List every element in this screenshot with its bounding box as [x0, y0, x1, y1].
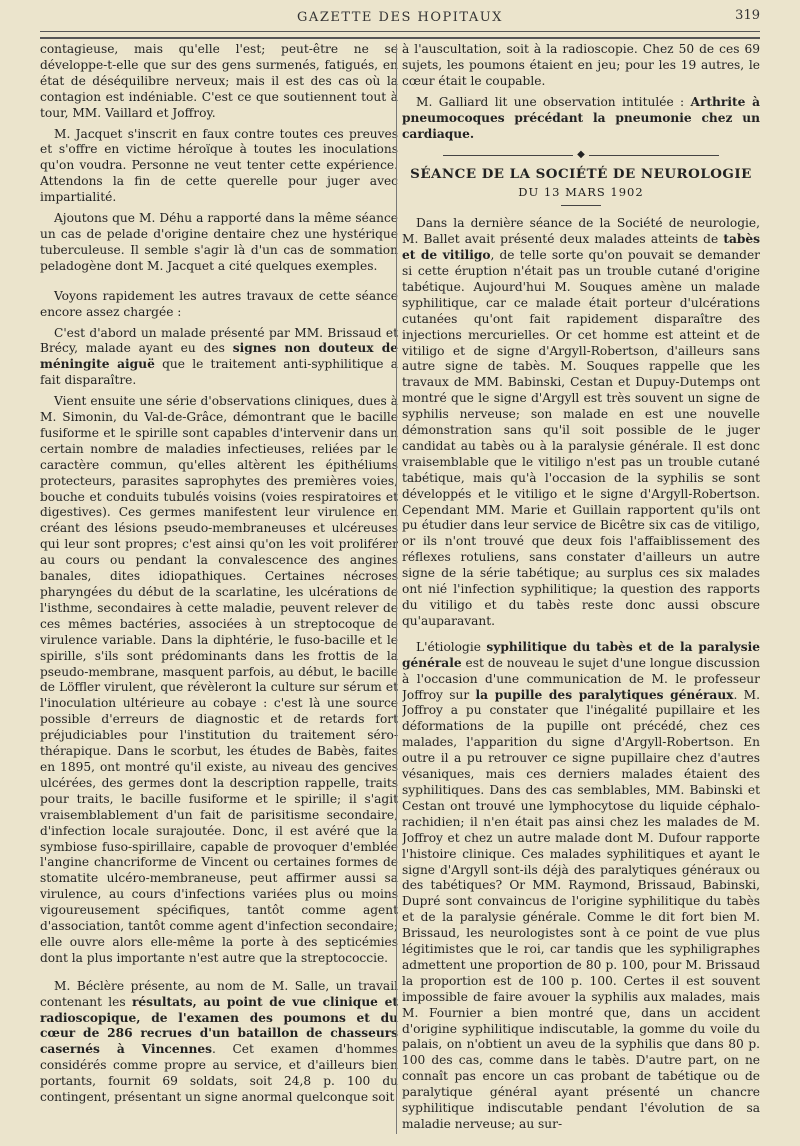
text-run: L'étiologie: [416, 639, 487, 654]
bold-phrase: syphilitique du tabès et de la paralysie générale: [402, 639, 760, 670]
paragraph: M. Jacquet s'inscrit en faux contre toutes ces preuves et s'offre en victime héroïque à toutes les inoculations qu'on voudra. Personne ne veut tenter cette expérience. Attendons la fin de cette querelle pour juger avec impartialité.: [40, 126, 398, 205]
paragraph: Ajoutons que M. Déhu a rapporté dans la même séance un cas de pelade d'origine dentaire chez une hystérique tuberculeuse. Il semble s'agir là d'un cas de sommation peladogène dont M. Jacquet a cité quelques exemples.: [40, 211, 398, 273]
header-rule: [40, 31, 760, 32]
bold-phrase: résultats, au point de vue clinique et radioscopique, de l'examen des poumons et du cœur de 286 recrues d'un bataillon de chasseurs casernés à Vincennes: [40, 994, 398, 1057]
text-run: est de nouveau le sujet d'une longue discussion à l'occasion d'une communication de M. le professeur Joffroy sur: [402, 655, 760, 702]
text-run: , de telle sorte qu'on pouvait se demander si cette éruption n'était pas un trouble cutané d'origine tabétique. Aujourd'hui M. Souques amène un malade syphilitique, car ce malade était porteur d'ulcérations cutanées qu'ont fait rapidement disparaître des injections mercurielles. Or cet homme est atteint et de vitiligo et de signe d'Argyll-Robertson, d'ailleurs sans autre signe de tabès. M. Souques rappelle que les travaux de MM. Babinski, Cestan et Dupuy-Dutemps ont montré que le signe d'Argyll est très souvent un signe de syphilis nerveuse; son malade en est une nouvelle démonstration sans qu'il soit possible de le juger candidat au tabès ou à la paralysie générale. Il est donc vraisemblable que le vitiligo n'est pas un trouble cutané tabétique, mais qu'à l'occasion de la syphilis se sont développés et le vitiligo et le signe d'Argyll-Robertson. Cependant MM. Marie et Guillain rapportent qu'ils ont pu étudier dans leur service de Bicêtre six cas de vitiligo, or ils n'ont trouvé que deux fois l'affaiblissement des réflexes rotuliens, sans constater d'ailleurs un autre signe de la série tabétique; au surplus ces six malades ont nié l'infection syphilitique; la question des rapports du vitiligo et du tabès reste donc aussi obscure qu'auparavant.: [402, 248, 760, 628]
column-divider: [396, 44, 397, 1134]
bold-phrase: tabès et de vitiligo: [402, 232, 760, 263]
paragraph: [40, 979, 398, 1106]
right-column: [402, 42, 760, 1137]
section-rule: [561, 205, 601, 206]
text-run: M. Béclère présente, au nom de M. Salle, un travail contenant les: [40, 978, 398, 1009]
paragraph: à l'auscultation, soit à la radioscopie. Chez 50 de ces 69 sujets, les poumons étaient en jeu; pour les 19 autres, le cœur était le coupable.: [402, 42, 760, 88]
paragraph: [402, 95, 760, 143]
text-run: . M. Joffroy a pu constater que l'inégalité pupillaire et les déformations de la pupille ont précédé, chez ces malades, l'apparition du signe d'Argyll-Robertson. En outre il a pu retrouver ce signe pupillaire chez d'autres vésaniques, mais ces derniers malades étaient des syphilitiques. Dans des cas semblables, MM. Babinski et Cestan ont trouvé une lymphocytose du liquide céphalo-rachidien; il n'en était pas ainsi chez les malades de M. Joffroy et chez un autre malade dont M. Dufour rapporte l'histoire clinique. Ces malades syphilitiques et ayant le signe d'Argyll sont-ils déjà des paralytiques généraux ou des tabétiques? Or MM. Raymond, Brissaud, Babinski, Dupré sont convaincus de l'origine syphilitique du tabès et de la paralysie générale. Comme le dit fort bien M. Brissaud, les neurologistes sont à ce point de vue plus légitimistes que le roi, car tandis que les syphiligraphes admettent une proportion de 80 p. 100, pour M. Brissaud la proportion est de 100 p. 100. Certes il est souvent impossible de faire avouer la syphilis aux malades, mais M. Fournier a bien montré que, dans un accident d'origine syphilitique indiscutable, la gomme du voile du palais, on n'obtient un aveu de la syphilis que dans 80 p. 100 des cas, comme dans le tabès. D'autre part, on ne connaît pas encore un cas probant de tabétique ou de paralytique général ayant présenté un chancre syphilitique indiscutable pendant l'évolution de sa maladie nerveuse; au sur-: [402, 687, 760, 1131]
header-rule-thick: [40, 37, 760, 39]
section-heading: SÉANCE DE LA SOCIÉTÉ DE NEUROLOGIE: [410, 166, 752, 183]
section-date: DU 13 MARS 1902: [518, 185, 644, 200]
running-head: [0, 6, 800, 32]
paragraph: [402, 640, 760, 1133]
section-ornament: [402, 147, 760, 161]
bold-phrase: Arthrite à pneumocoques précédant la pneumonie chez un cardiaque.: [402, 94, 760, 141]
text-run: Dans la dernière séance de la Société de neurologie, M. Ballet avait présenté deux malades atteints de: [402, 216, 760, 247]
journal-title: GAZETTE DES HOPITAUX: [297, 10, 503, 25]
paragraph: contagieuse, mais qu'elle l'est; peut-être ne se développe-t-elle que sur des gens surmenés, fatigués, en état de déséquilibre nerveux; mais il est des cas où la contagion est indéniable. C'est ce que soutiennent tout à tour, MM. Vaillard et Joffroy.: [40, 42, 398, 120]
paragraph: Voyons rapidement les autres travaux de cette séance encore assez chargée :: [40, 288, 398, 319]
bold-phrase: la pupille des paralytiques généraux: [475, 687, 734, 702]
page-number: 319: [735, 8, 760, 23]
text-run: . Cet examen d'hommes considérés comme propre au service, et d'ailleurs bien portants, fournit 69 soldats, soit 24,8 p. 100 du contingent, présentant un signe anormal quelconque soit: [40, 1042, 398, 1105]
paragraph: Vient ensuite une série d'observations cliniques, dues à M. Simonin, du Val-de-Grâce, démontrant que le bacille fusiforme et le spirille sont capables d'intervenir dans un certain nombre de maladies infectieuses, reliées par le caractère commun, qu'elles altèrent les épithéliums protecteurs, parasites saprophytes des premières voies, bouche et conduits tubulés voisins (voies respiratoires et digestives). Ces germes manifestent leur virulence en créant des lésions pseudo-membraneuses et ulcéreuses qui leur sont propres; c'est ainsi qu'on les voit proliférer au cours ou pendant la convalescence des angines banales, dites idiopathiques. Certaines nécroses pharyngées du début de la scarlatine, les ulcérations de l'isthme, secondaires à cette maladie, peuvent relever de ces mêmes bactéries, associées à un streptocoque de virulence variable. Dans la diphtérie, le fuso-bacille et le spirille, s'ils sont prédominants dans les frottis de la pseudo-membrane, masquent parfois, au début, le bacille de Löffler virulent, que révèleront la culture sur sérum et l'inoculation ultérieure au cobaye : c'est là une source possible d'erreurs de diagnostic et de retards fort préjudiciables pour l'institution du traitement séro-thérapique. Dans le scorbut, les études de Babès, faites en 1895, ont montré qu'il existe, au niveau des gencives ulcérées, des germes dont la description rappelle, traits pour traits, le bacille fusiforme et le spirille; il s'agit vraisemblablement d'un fait de parisitisme secondaire, d'infection locale surajoutée. Donc, il est avéré que la symbiose fuso-spirillaire, capable de provoquer d'emblée l'angine chancriforme de Vincent ou certaines formes de stomatite ulcéro-membraneuse, peut affirmer aussi sa virulence, au cours d'infections variées plus ou moins vigoureusement spécifiques, tantôt comme agent d'association, tantôt comme agent d'infection secondaire; elle ouvre alors elle-même la porte à des septicémies dont la plus importante n'est autre que la streptococcie.: [40, 394, 398, 965]
text-run: que le traitement anti-syphilitique a fait disparaître.: [40, 357, 398, 388]
text-run: M. Galliard lit une observation intitulée :: [416, 94, 691, 109]
text-run: C'est d'abord un malade présenté par MM. Brissaud et Brécy, malade ayant eu des: [40, 325, 398, 356]
paragraph: [402, 216, 760, 630]
left-column: [40, 42, 398, 1137]
paragraph: [40, 326, 398, 390]
bold-phrase: signes non douteux de méningite aiguë: [40, 341, 398, 372]
ornament-dot: ◆: [577, 149, 585, 161]
